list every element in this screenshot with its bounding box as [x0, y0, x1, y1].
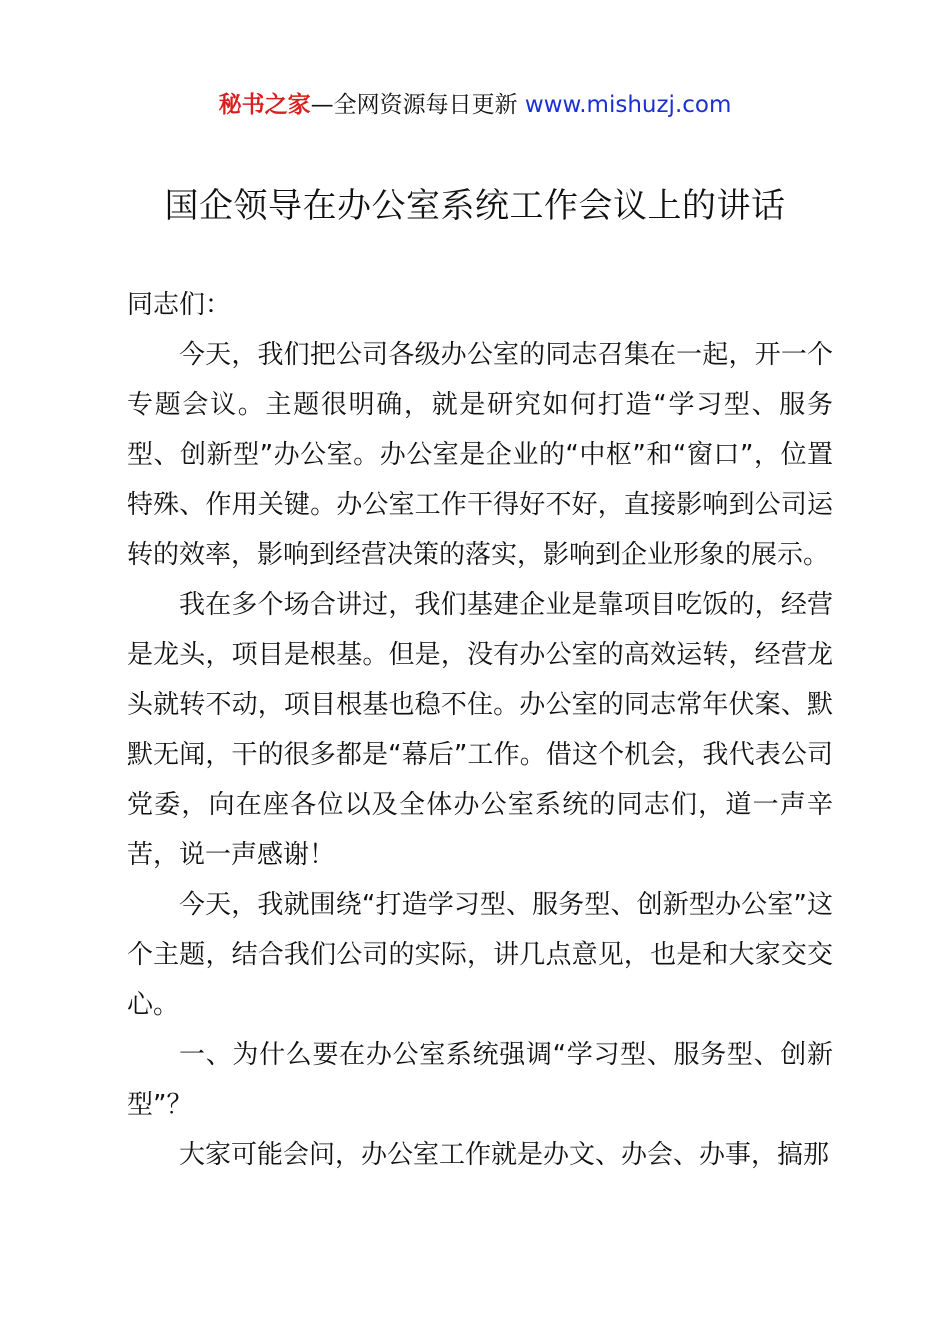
document-title: 国企领导在办公室系统工作会议上的讲话 [164, 186, 786, 226]
document-body [127, 280, 833, 1180]
website-link[interactable]: www.mishuzj.com [524, 92, 732, 118]
paragraph-thanks: 我在多个场合讲过，我们基建企业是靠项目吃饭的，经营是龙头，项目是根基。但是，没有办公室的高效运转，经营龙头就转不动，项目根基也稳不住。办公室的同志常年伏案、默默无闻，干的很多都是“幕后”工作。借这个机会，我代表公司党委，向在座各位以及全体办公室系统的同志们，道一声辛苦，说一声感谢！ [127, 590, 833, 870]
paragraph-section-one: 大家可能会问，办公室工作就是办文、办会、办事，搞那 [179, 1140, 830, 1170]
brand-name: 秘书之家 [218, 92, 311, 118]
section-heading-one: 一、为什么要在办公室系统强调“学习型、服务型、创新型”？ [127, 1040, 833, 1120]
paragraph-intro: 今天，我们把公司各级办公室的同志召集在一起，开一个专题会议。主题很明确，就是研究如何打造“学习型、服务型、创新型”办公室。办公室是企业的“中枢”和“窗口”，位置特殊、作用关键。办公室工作干得好不好，直接影响到公司运转的效率，影响到经营决策的落实，影响到企业形象的展示。 [127, 340, 833, 570]
salutation: 同志们： [127, 290, 232, 320]
site-header [0, 88, 950, 122]
header-tagline: —全网资源每日更新 [310, 92, 525, 118]
paragraph-topic: 今天，我就围绕“打造学习型、服务型、创新型办公室”这个主题，结合我们公司的实际，讲几点意见，也是和大家交交心。 [127, 890, 833, 1020]
